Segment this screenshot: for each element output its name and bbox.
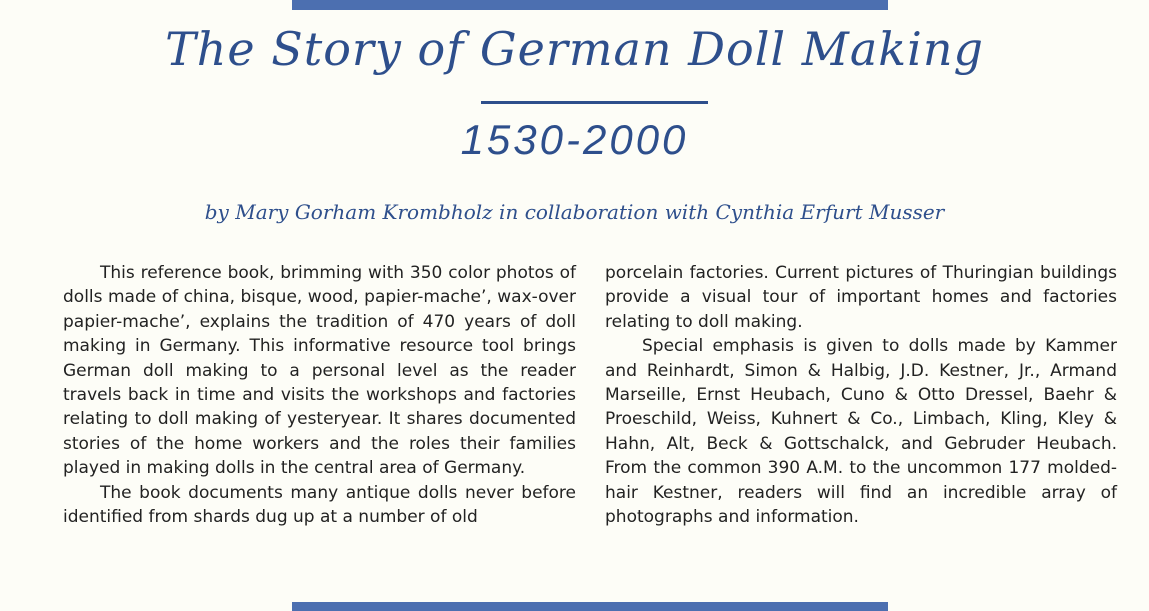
right-text-column	[605, 261, 1117, 529]
paragraph-documents: The book documents many antique dolls never before identified from shards dug up at a number of old	[63, 482, 576, 528]
top-decorative-bar	[292, 0, 888, 10]
author-byline: by Mary Gorham Krombholz in collaboration with Cynthia Erfurt Musser	[204, 200, 945, 224]
bottom-decorative-bar	[292, 602, 888, 611]
paragraph-intro: This reference book, brimming with 350 color photos of dolls made of china, bisque, wood, papier-mache’, wax-over papier-mache’, explains the tradition of 470 years of doll making in Germany. This informative resource tool brings German doll making to a personal level as the reader travels back in time and visits the workshops and factories relating to doll making of yesteryear. It shares documented stories of the home workers and the roles their families played in making dolls in the central area of Germany.	[63, 263, 576, 479]
page-title: The Story of German Doll Making	[165, 22, 984, 76]
left-text-column	[63, 261, 576, 529]
paragraph-special-emphasis: Special emphasis is given to dolls made by Kammer and Reinhardt, Simon & Halbig, J.D. Kestner, Jr., Armand Marseille, Ernst Heubach, Cuno & Otto Dressel, Baehr & Proeschild, Weiss, Kuhnert & Co., Limbach, Kling, Kley & Hahn, Alt, Beck & Gottschalck, and Gebruder Heubach. From the common 390 A.M. to the uncommon 177 molded-hair Kestner, readers will find an incredible array of photographs and information.	[605, 336, 1117, 528]
year-range: 1530-2000	[460, 116, 689, 163]
title-underline	[481, 101, 708, 104]
paragraph-documents-continued: porcelain factories. Current pictures of Thuringian buildings provide a visual tour of important homes and factories relating to doll making.	[605, 263, 1117, 332]
